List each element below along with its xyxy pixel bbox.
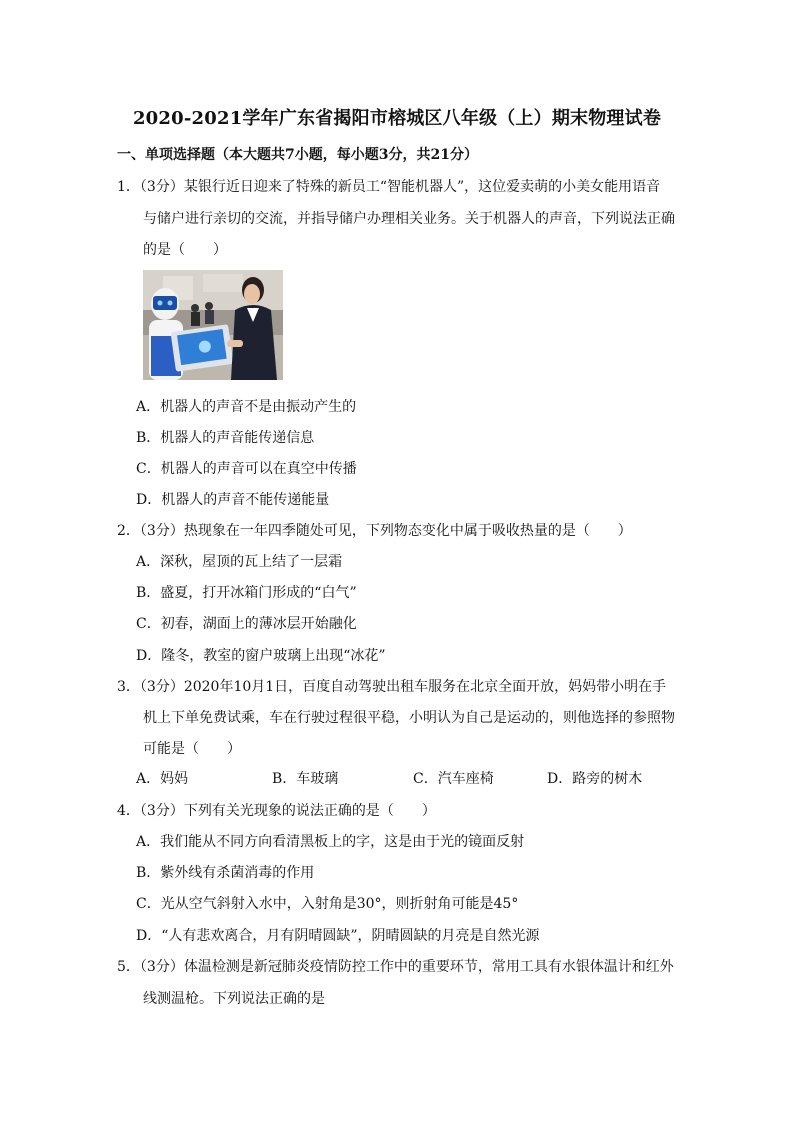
q1-option-c: C．机器人的声音可以在真空中传播 xyxy=(136,461,357,477)
q3-option-c: C．汽车座椅 xyxy=(413,771,494,787)
q3-option-b: B．车玻璃 xyxy=(272,771,339,787)
q5-stem-line-1: 5．（3分）体温检测是新冠肺炎疫情防控工作中的重要环节，常用工具有水银体温计和红外 xyxy=(117,959,674,975)
q3-stem-line-1: 3．（3分）2020年10月1日，百度自动驾驶出租车服务在北京全面开放，妈妈带小明在手 xyxy=(117,679,667,695)
q2-option-c: C．初春，湖面上的薄冰层开始融化 xyxy=(136,616,357,632)
robot-photo xyxy=(143,270,283,380)
section-heading: 一、单项选择题（本大题共7小题，每小题3分，共21分） xyxy=(117,147,478,163)
q4-option-b: B．紫外线有杀菌消毒的作用 xyxy=(136,865,315,881)
q2-option-b: B．盛夏，打开冰箱门形成的“白气” xyxy=(136,585,357,601)
q5-stem-line-2: 线测温枪。下列说法正确的是 xyxy=(143,991,325,1007)
q3-stem-line-3: 可能是（ ） xyxy=(143,741,241,757)
q2-option-a: A．深秋，屋顶的瓦上结了一层霜 xyxy=(136,554,343,570)
q1-option-d: D．机器人的声音不能传递能量 xyxy=(136,492,330,508)
q1-option-b: B．机器人的声音能传递信息 xyxy=(136,430,315,446)
q2-stem: 2．（3分）热现象在一年四季随处可见，下列物态变化中属于吸收热量的是（ ） xyxy=(117,523,632,539)
q1-stem-line-2: 与储户进行亲切的交流，并指导储户办理相关业务。关于机器人的声音，下列说法正确 xyxy=(143,211,675,227)
q1-option-a: A．机器人的声音不是由振动产生的 xyxy=(136,399,357,415)
exam-title: 2020-2021学年广东省揭阳市榕城区八年级（上）期末物理试卷 xyxy=(132,108,662,129)
q4-option-c: C．光从空气斜射入水中，入射角是30°，则折射角可能是45° xyxy=(136,896,519,912)
q3-option-d: D．路旁的树木 xyxy=(547,771,643,787)
q4-stem: 4．（3分）下列有关光现象的说法正确的是（ ） xyxy=(117,803,436,819)
q3-stem-line-2: 机上下单免费试乘，车在行驶过程很平稳，小明认为自己是运动的，则他选择的参照物 xyxy=(143,710,675,726)
q4-option-d: D．“人有悲欢离合，月有阴晴圆缺”，阴晴圆缺的月亮是自然光源 xyxy=(136,928,540,944)
q3-option-a: A．妈妈 xyxy=(136,771,189,787)
q1-stem-line-3: 的是（ ） xyxy=(143,242,227,258)
q2-option-d: D．隆冬，教室的窗户玻璃上出现“冰花” xyxy=(136,648,386,664)
q1-stem-line-1: 1．（3分）某银行近日迎来了特殊的新员工“智能机器人”，这位爱卖萌的小美女能用语音 xyxy=(117,179,661,195)
q4-option-a: A．我们能从不同方向看清黑板上的字，这是由于光的镜面反射 xyxy=(136,834,525,850)
